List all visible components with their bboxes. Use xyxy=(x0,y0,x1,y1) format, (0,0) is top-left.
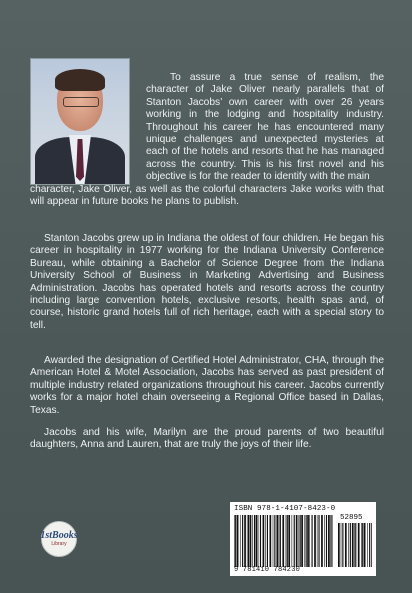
barcode-bar xyxy=(294,515,295,567)
barcode-bar xyxy=(252,515,253,567)
barcode-bar xyxy=(292,515,293,567)
bio-paragraph-2: Stanton Jacobs grew up in Indiana the oldest of four children. He began his career in hospitality in 1977 working for the Indiana University Conference Bureau, while obtaining a Bachelor of Science Degree from the Indiana University School of Business in Marketing Advertising and Business Administration. Jacobs has operated hotels and resorts across the country including large convention hotels, exclusive resorts, health spas and, of course, historic grand hotels full of rich heritage, each with a special story to tell. xyxy=(30,233,384,331)
isbn-text: ISBN 978-1-4107-8423-0 xyxy=(234,505,336,513)
author-photo xyxy=(30,58,130,185)
barcode-bar xyxy=(299,515,300,567)
barcode-bar xyxy=(369,523,370,567)
barcode-bar xyxy=(260,515,261,567)
barcode-bar xyxy=(248,515,249,567)
barcode-bar xyxy=(240,515,241,567)
barcode-bar xyxy=(254,515,255,567)
barcode-bar xyxy=(342,523,343,567)
barcode-bar xyxy=(280,515,281,567)
barcode-bar xyxy=(358,523,360,567)
barcode-bar xyxy=(350,523,351,567)
barcode-bar xyxy=(270,515,272,567)
barcode-bar xyxy=(279,515,280,567)
barcode-bar xyxy=(256,515,258,567)
barcode-bar xyxy=(371,523,372,567)
barcode-bar xyxy=(331,515,332,567)
barcode-bar xyxy=(309,515,310,567)
barcode-bar xyxy=(250,515,252,567)
barcode-bar xyxy=(317,515,318,567)
barcode-bar xyxy=(267,515,268,567)
barcode-bar xyxy=(273,515,274,567)
barcode-bar xyxy=(330,515,331,567)
barcode-bar xyxy=(345,523,347,567)
publisher-logo xyxy=(41,521,77,557)
barcode-bar xyxy=(362,523,363,567)
barcode-bar xyxy=(237,515,239,567)
barcode-bar xyxy=(258,515,259,567)
barcode-bar xyxy=(348,523,349,567)
barcode-bar xyxy=(265,515,266,567)
barcode-bar xyxy=(301,515,303,567)
barcode-bar xyxy=(282,515,284,567)
barcode-bar xyxy=(367,523,368,567)
barcode-bar xyxy=(312,515,313,567)
author-glasses xyxy=(63,97,99,107)
barcode-bar xyxy=(300,515,301,567)
barcode-bar xyxy=(341,523,342,567)
barcode-bar xyxy=(247,515,248,567)
barcode-bar xyxy=(287,515,288,567)
barcode-addon-bars xyxy=(338,523,372,567)
price-code: 52895 xyxy=(340,514,363,522)
barcode-bar xyxy=(338,523,340,567)
barcode-bar xyxy=(242,515,243,567)
barcode-bar xyxy=(244,515,246,567)
barcode-bar xyxy=(355,523,356,567)
barcode-bar xyxy=(286,515,287,567)
barcode-bar xyxy=(274,515,275,567)
publisher-logo-sub: Library xyxy=(51,541,67,547)
barcode-bar xyxy=(307,515,309,567)
barcode-bar xyxy=(263,515,265,567)
barcode-bar xyxy=(306,515,307,567)
barcode-bar xyxy=(364,523,366,567)
bio-paragraph-1-continued: character, Jake Oliver, as well as the colorful characters Jake works with that will appear in future books he plans to publish. xyxy=(30,184,384,208)
publisher-logo-main: 1stBooks xyxy=(40,530,78,541)
barcode-bars xyxy=(234,515,334,567)
barcode-bar xyxy=(352,523,354,567)
barcode-bar xyxy=(328,515,330,567)
bio-paragraph-1: To assure a true sense of realism, the character of Jake Oliver nearly parallels that of Stanton Jacobs’ own career with over 26 years working in the lodging and hospitality industry. Throughout his career he has encountered many unique challenges and unexpected mysteries at each of the hotels and resorts that he has managed across the country. This is his first novel and his objective is for the reader to identify with the main xyxy=(146,72,384,183)
bio-paragraph-4: Jacobs and his wife, Marilyn are the proud parents of two beautiful daughters, Anna and Lauren, that are truly the joys of their life. xyxy=(30,427,384,451)
barcode-bar xyxy=(235,515,236,567)
barcode-bar xyxy=(234,515,235,567)
barcode-bar xyxy=(318,515,319,567)
isbn-barcode xyxy=(230,502,376,576)
barcode-bar xyxy=(361,523,362,567)
barcode-digits: 9 781410 784230 xyxy=(234,566,301,574)
barcode-bar xyxy=(326,515,327,567)
barcode-bar xyxy=(304,515,305,567)
barcode-bar xyxy=(354,523,355,567)
barcode-bar xyxy=(288,515,290,567)
bio-paragraph-3: Awarded the designation of Certified Hotel Administrator, CHA, through the American Hotel & Motel Association, Jacobs has served as past president of multiple industry related organizations throughout his career. Jacobs currently works for a major hotel chain overseeing a Regional Office based in Dallas, Texas. xyxy=(30,355,384,416)
barcode-bar xyxy=(324,515,325,567)
barcode-bar xyxy=(276,515,278,567)
barcode-bar xyxy=(321,515,323,567)
author-hair xyxy=(55,69,105,91)
barcode-bar xyxy=(296,515,298,567)
barcode-bar xyxy=(314,515,316,567)
